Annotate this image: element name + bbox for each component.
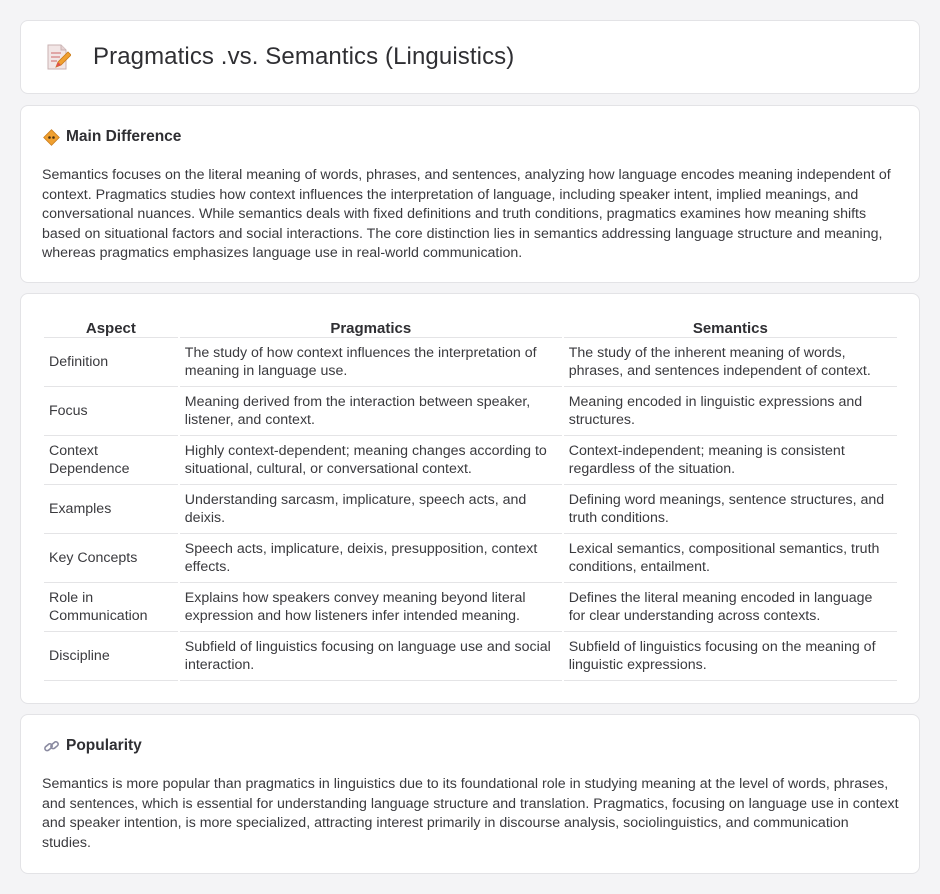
semantics-cell: Meaning encoded in linguistic expressions and structures.: [564, 387, 897, 436]
pragmatics-cell: Understanding sarcasm, implicature, speech acts, and deixis.: [180, 485, 562, 534]
aspect-cell: Key Concepts: [44, 534, 178, 583]
table-row: [44, 583, 897, 632]
main-difference-heading: [43, 128, 181, 146]
main-difference-title: Main Difference: [66, 128, 182, 145]
pragmatics-cell: Explains how speakers convey meaning beyond literal expression and how listeners infer intended meaning.: [180, 583, 562, 632]
table-row: [44, 338, 897, 387]
pragmatics-cell: The study of how context influences the interpretation of meaning in language use.: [180, 338, 562, 387]
semantics-cell: Subfield of linguistics focusing on the meaning of linguistic expressions.: [564, 632, 897, 681]
semantics-cell: Context-independent; meaning is consistent regardless of the situation.: [564, 436, 897, 485]
semantics-cell: Defining word meanings, sentence structures, and truth conditions.: [564, 485, 897, 534]
semantics-cell: Lexical semantics, compositional semantics, truth conditions, entailment.: [564, 534, 897, 583]
semantics-cell: Defines the literal meaning encoded in language for clear understanding across contexts.: [564, 583, 897, 632]
pragmatics-cell: Highly context-dependent; meaning changes according to situational, cultural, or conversational context.: [180, 436, 562, 485]
link-icon: [43, 738, 60, 755]
aspect-cell: Role in Communication: [44, 583, 178, 632]
comparison-card: [20, 293, 920, 704]
popularity-text: Semantics is more popular than pragmatics in linguistics due to its foundational role in studying meaning at the level of words, phrases, and sentences, which is essential for understanding language structure and translation. Pragmatics, focusing on language use in context and speaker intention, is more specialized, attracting interest primarily in discourse analysis, sociolinguistics, and communication studies.: [42, 776, 899, 851]
title-card: [20, 20, 920, 94]
popularity-card: [20, 714, 920, 874]
pragmatics-cell: Speech acts, implicature, deixis, presupposition, context effects.: [180, 534, 562, 583]
aspect-cell: Context Dependence: [44, 436, 178, 485]
main-difference-text: Semantics focuses on the literal meaning of words, phrases, and sentences, analyzing how language encodes meaning independent of context. Pragmatics studies how context influences the interpretation of language, including speaker intent, implied meanings, and conversational nuances. While semantics deals with fixed definitions and truth conditions, pragmatics examines how meaning shifts based on situational factors and social interactions. The core distinction lies in semantics addressing language structure and meaning, whereas pragmatics emphasizes language use in real-world communication.: [42, 167, 891, 262]
header-pragmatics: Pragmatics: [180, 314, 562, 338]
title-row: [45, 43, 514, 71]
table-header-row: [44, 314, 897, 338]
table-row: [44, 534, 897, 583]
table-row: [44, 436, 897, 485]
popularity-heading: [43, 737, 142, 755]
diamond-sign-icon: [43, 129, 60, 146]
document-pencil-icon: [45, 43, 71, 71]
comparison-table: [42, 314, 899, 681]
pragmatics-cell: Subfield of linguistics focusing on language use and social interaction.: [180, 632, 562, 681]
header-aspect: Aspect: [44, 314, 178, 338]
page-title: Pragmatics .vs. Semantics (Linguistics): [93, 43, 515, 70]
aspect-cell: Examples: [44, 485, 178, 534]
header-semantics: Semantics: [564, 314, 897, 338]
aspect-cell: Focus: [44, 387, 178, 436]
table-row: [44, 485, 897, 534]
main-difference-card: [20, 105, 920, 283]
semantics-cell: The study of the inherent meaning of words, phrases, and sentences independent of context.: [564, 338, 897, 387]
aspect-cell: Definition: [44, 338, 178, 387]
table-row: [44, 387, 897, 436]
pragmatics-cell: Meaning derived from the interaction between speaker, listener, and context.: [180, 387, 562, 436]
aspect-cell: Discipline: [44, 632, 178, 681]
table-row: [44, 632, 897, 681]
popularity-title: Popularity: [66, 737, 142, 754]
